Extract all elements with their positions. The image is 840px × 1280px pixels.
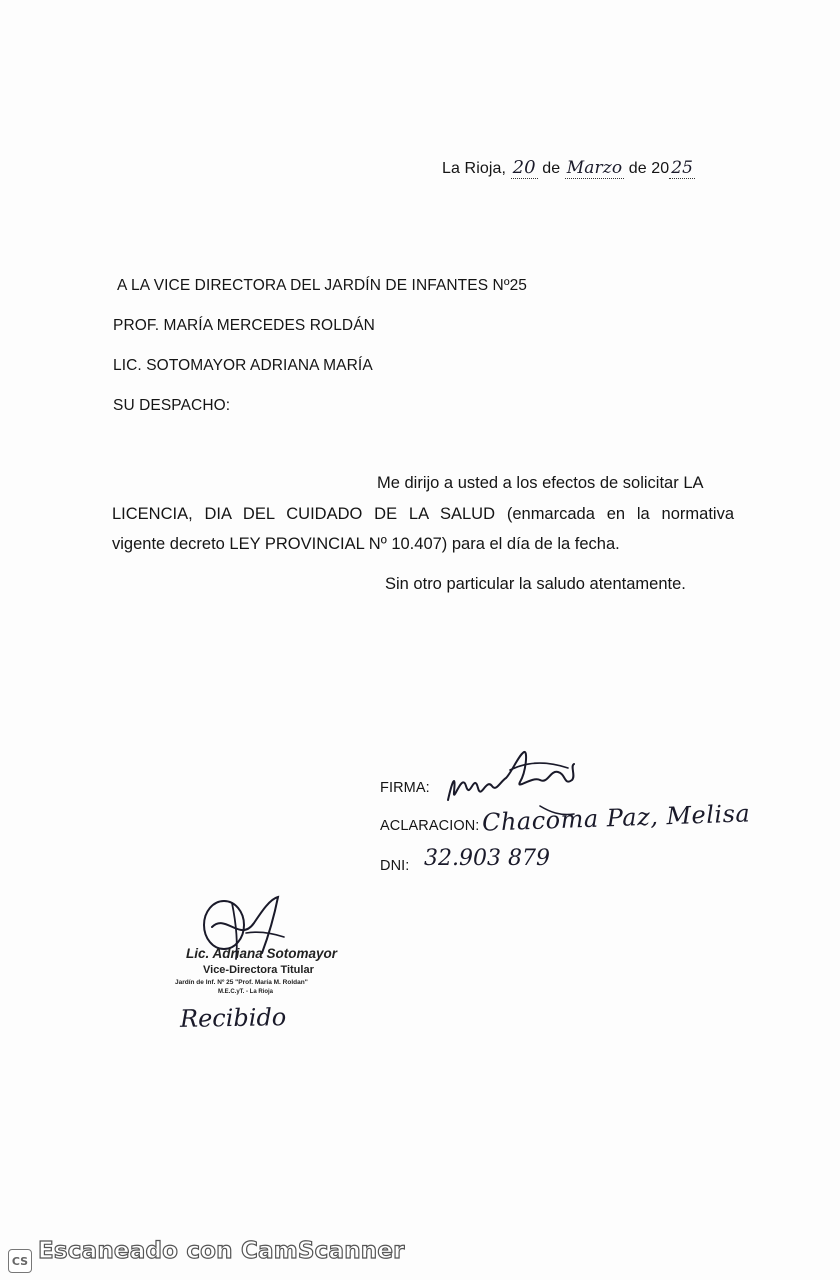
stamp-institution: Jardín de Inf. Nº 25 "Prof. María M. Roldan": [175, 979, 308, 986]
date-de-2: de 20: [624, 160, 670, 177]
date-line: [442, 157, 695, 178]
dni-label: DNI:: [380, 858, 410, 874]
recipient-line-3: LIC. SOTOMAYOR ADRIANA MARÍA: [113, 357, 373, 374]
date-year: 25: [671, 158, 694, 178]
body-line-1: Me dirijo a usted a los efectos de solicitar LA: [377, 474, 704, 492]
stamp-name: Lic. Adriana Sotomayor: [186, 946, 338, 961]
date-city: La Rioja,: [442, 160, 511, 177]
body-line-3: vigente decreto LEY PROVINCIAL Nº 10.407) para el día de la fecha.: [112, 535, 620, 553]
stamp-ministry: M.E.C.yT. - La Rioja: [218, 989, 274, 995]
date-de-1: de: [537, 160, 565, 177]
aclaracion-label: ACLARACION:: [380, 818, 480, 834]
recipient-line-4: SU DESPACHO:: [113, 397, 231, 414]
camscanner-logo: CS: [8, 1249, 32, 1273]
date-month: Marzo: [566, 158, 623, 178]
recipient-line-2: PROF. MARÍA MERCEDES ROLDÁN: [113, 317, 375, 334]
closing-line: Sin otro particular la saludo atentamente.: [385, 575, 686, 593]
camscanner-watermark: Escaneado con CamScanner: [38, 1238, 405, 1264]
stamp-title: Vice-Directora Titular: [203, 964, 314, 976]
body-line-2: LICENCIA, DIA DEL CUIDADO DE LA SALUD (enmarcada en la normativa: [112, 505, 734, 523]
aclaracion-value: Chacoma Paz, Melisa: [481, 799, 751, 837]
received-handwriting: Recibido: [179, 1003, 287, 1033]
date-day: 20: [512, 157, 536, 178]
firma-label: FIRMA:: [380, 780, 430, 796]
recipient-line-1: A LA VICE DIRECTORA DEL JARDÍN DE INFANTES Nº25: [117, 277, 528, 294]
dni-value: 32.903 879: [424, 846, 550, 871]
